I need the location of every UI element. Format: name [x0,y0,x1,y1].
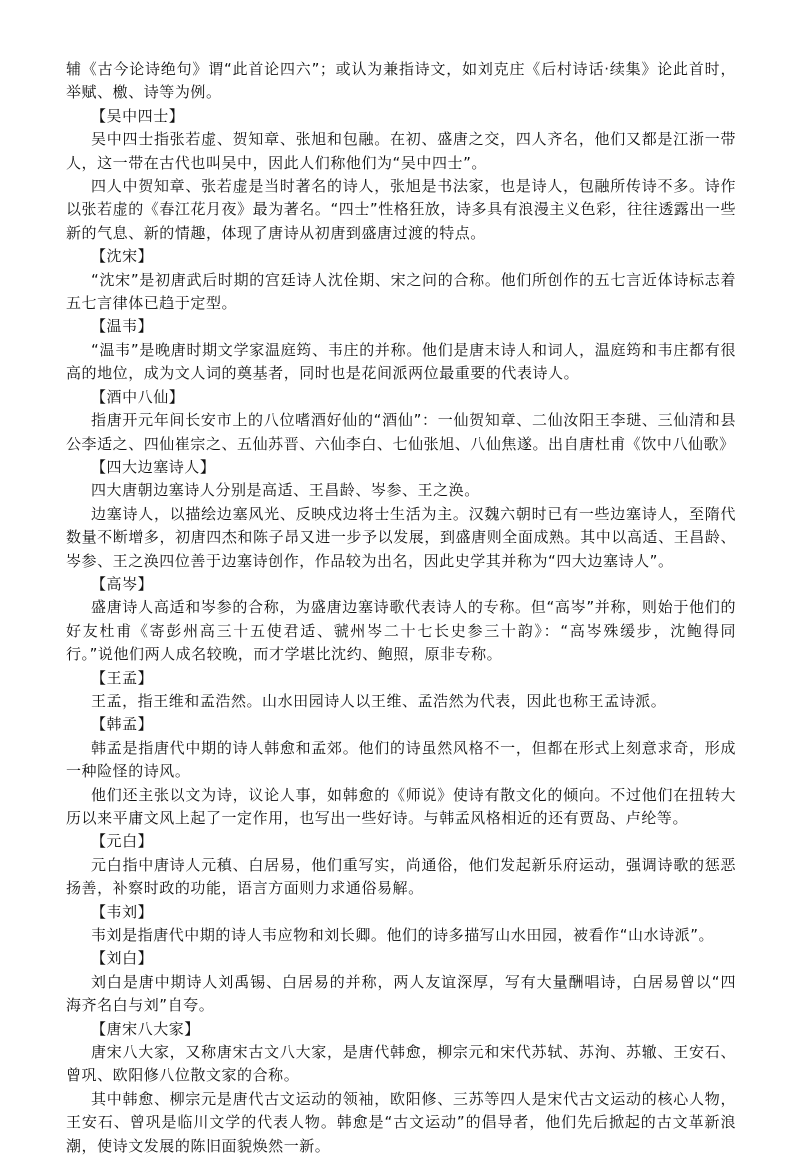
paragraph: 其中韩愈、柳宗元是唐代古文运动的领袖，欧阳修、三苏等四人是宋代古文运动的核心人物，王安石、曾巩是临川文学的代表人物。韩愈是“古文运动”的倡导者，他们先后掀起的古文革新浪潮，使诗文发展的陈旧面貌焕然一新。 [66,1089,736,1155]
section-heading: 【唐宋八大家】 [91,1019,200,1038]
section-heading: 【韦刘】 [91,902,154,921]
paragraph: 四大唐朝边塞诗人分别是高适、王昌龄、岑参、王之涣。 [91,481,480,500]
paragraph: 王孟，指王维和孟浩然。山水田园诗人以王维、孟浩然为代表，因此也称王孟诗派。 [91,691,667,710]
section-heading: 【吴中四士】 [91,106,185,125]
paragraph: 吴中四士指张若虚、贺知章、张旭和包融。在初、盛唐之交，四人齐名，他们又都是江浙一带人，这一带在古代也叫吴中，因此人们称他们为“吴中四士”。 [66,130,736,172]
document-page [66,58,736,1158]
paragraph: 四人中贺知章、张若虚是当时著名的诗人，张旭是书法家，也是诗人，包融所传诗不多。诗作以张若虚的《春江花月夜》最为著名。“四士”性格狂放，诗多具有浪漫主义色彩，往往透露出一些新的气息、新的情趣，体现了唐诗从初唐到盛唐过渡的特点。 [66,177,736,242]
section-heading: 【王孟】 [91,668,154,687]
section-heading: 【高岑】 [91,574,154,593]
paragraph: 他们还主张以文为诗，议论人事，如韩愈的《师说》使诗有散文化的倾向。不过他们在扭转大历以来平庸文风上起了一定作用，也写出一些好诗。与韩孟风格相近的还有贾岛、卢纶等。 [66,785,736,827]
section-heading: 【元白】 [91,832,154,851]
section-heading: 【沈宋】 [91,247,154,266]
paragraph: 唐宋八大家，又称唐宋古文八大家，是唐代韩愈，柳宗元和宋代苏轼、苏洵、苏辙、王安石、曾巩、欧阳修八位散文家的合称。 [66,1043,736,1085]
paragraph: 韩孟是指唐代中期的诗人韩愈和孟郊。他们的诗虽然风格不一，但都在形式上刻意求奇，形成一种险怪的诗风。 [66,738,736,781]
paragraph: 盛唐诗人高适和岑参的合称，为盛唐边塞诗歌代表诗人的专称。但“高岑”并称，则始于他们的好友杜甫《寄彭州高三十五使君适、虢州岑二十七长史参三十韵》：“高岑殊缓步，沈鲍得同行。”说他们两人成名较晚，而才学堪比沈约、鲍照，原非专称。 [66,598,736,664]
paragraph: “温韦”是晚唐时期文学家温庭筠、韦庄的并称。他们是唐末诗人和词人，温庭筠和韦庄都有很高的地位，成为文人词的奠基者，同时也是花间派两位最重要的代表诗人。 [66,340,736,383]
paragraph: 元白指中唐诗人元稹、白居易，他们重写实，尚通俗，他们发起新乐府运动，强调诗歌的惩恶扬善，补察时政的功能，语言方面则力求通俗易解。 [66,855,736,898]
section-heading: 【四大边塞诗人】 [91,457,216,476]
section-heading: 【韩孟】 [91,715,154,734]
paragraph: 刘白是唐中期诗人刘禹锡、白居易的并称，两人友谊深厚，写有大量酬唱诗，白居易曾以“四海齐名白与刘”自夸。 [66,972,736,1015]
paragraph: 韦刘是指唐代中期的诗人韦应物和刘长卿。他们的诗多描写山水田园，被看作“山水诗派”。 [91,926,715,945]
section-heading: 【温韦】 [91,317,154,336]
paragraph: “沈宋”是初唐武后时期的宫廷诗人沈佺期、宋之问的合称。他们所创作的五七言近体诗标志着五七言律体已趋于定型。 [66,270,736,313]
section-heading: 【酒中八仙】 [91,387,185,406]
section-heading: 【刘白】 [91,949,154,968]
paragraph: 边塞诗人，以描绘边塞风光、反映戍边将士生活为主。汉魏六朝时已有一些边塞诗人，至隋代数量不断增多，初唐四杰和陈子昂又进一步予以发展，到盛唐则全面成熟。其中以高适、王昌龄、岑参、王之涣四位善于边塞诗创作，作品较为出名，因此史学其并称为“四大边塞诗人”。 [66,504,736,570]
paragraph: 辅《古今论诗绝句》谓“此首论四六”；或认为兼指诗文，如刘克庄《后村诗话·续集》论此首时，举赋、檄、诗等为例。 [66,60,736,102]
paragraph: 指唐开元年间长安市上的八位嗜酒好仙的“酒仙”：一仙贺知章、二仙汝阳王李琎、三仙清和县公李适之、四仙崔宗之、五仙苏晋、六仙李白、七仙张旭、八仙焦遂。出自唐杜甫《饮中八仙歌》 [66,411,736,453]
